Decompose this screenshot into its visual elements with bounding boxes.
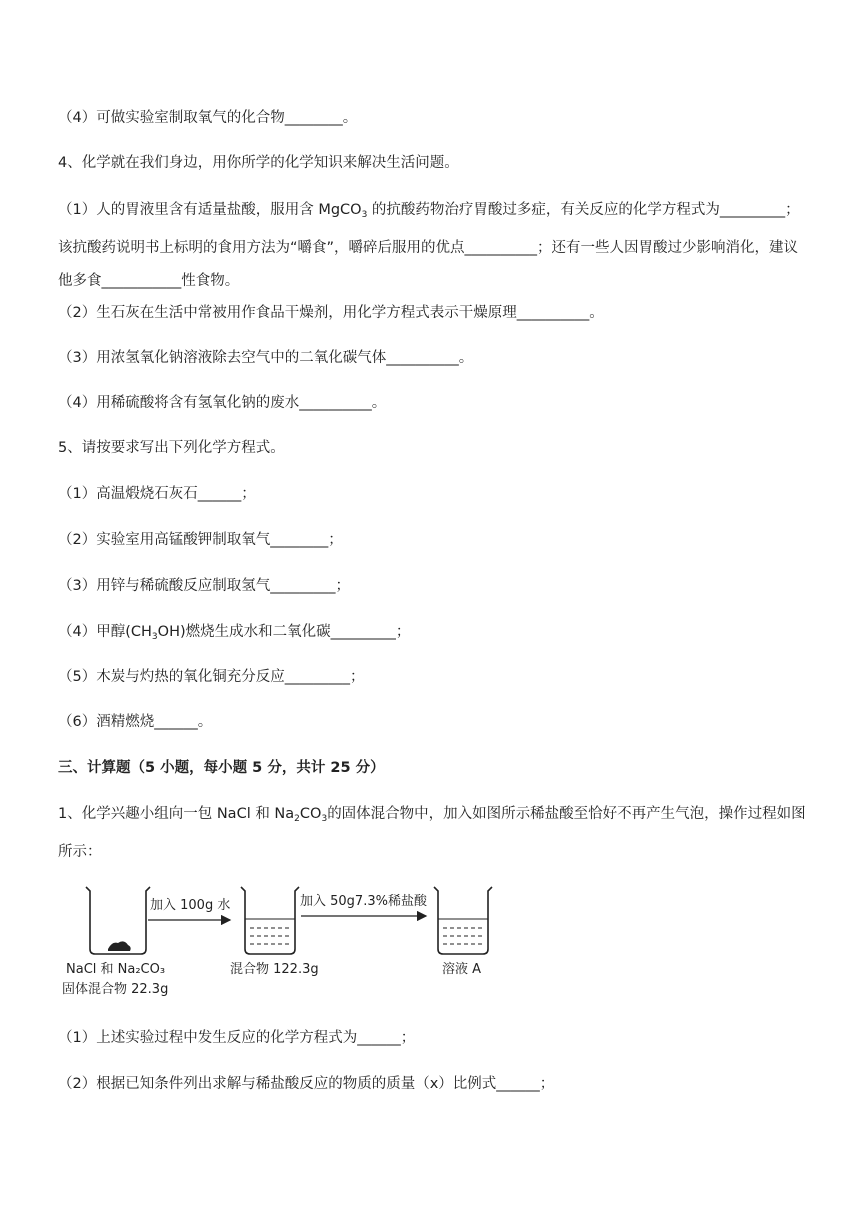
beaker-1-label-line1: NaCl 和 Na₂CO₃	[66, 962, 166, 977]
question-5-4-subscript: 3	[151, 632, 158, 642]
beaker-2	[241, 887, 299, 954]
calc-question-1-text-a: 1、化学兴趣小组向一包 NaCl 和 Na	[58, 806, 295, 822]
question-5-4-text-a: （4）甲醇(CH	[58, 624, 152, 640]
arrow-2-label: 加入 50g7.3%稀盐酸	[300, 894, 427, 909]
arrow-1-label: 加入 100g 水	[150, 898, 231, 913]
calc-question-1-text-c: 的固体混合物中，加入如图所示稀盐酸至恰好不再产生气泡，操作过程如图所示：	[58, 806, 806, 860]
beaker-1-label-line2: 固体混合物 22.3g	[62, 982, 169, 997]
question-4-4: （4）用稀硫酸将含有氢氧化钠的废水__________。	[58, 395, 387, 411]
beaker-3-label: 溶液 A	[442, 962, 482, 977]
experiment-diagram	[58, 875, 508, 1005]
beaker-3	[434, 887, 492, 954]
question-5-4-text-b: OH)燃烧生成水和二氧化碳_________；	[157, 624, 411, 640]
beaker-1	[86, 887, 150, 954]
calc-question-1-sub-2: 3	[321, 814, 328, 824]
question-3-4: （4）可做实验室制取氧气的化合物________。	[58, 110, 358, 126]
question-5-6: （6）酒精燃烧______。	[58, 714, 213, 730]
arrow-2	[300, 893, 428, 916]
question-4-1-text-b: 的抗酸药物治疗胃酸过多症，有关反应的化学方程式为_________；该抗酸药说明书上标明的食用方法为“嚼食”，嚼碎后服用的优点__________；还有一些人因胃酸过少影响消化，建议他多食___________性食物。	[58, 202, 800, 289]
arrow-1	[148, 897, 230, 920]
question-5-2: （2）实验室用高锰酸钾制取氧气________；	[58, 532, 343, 548]
calc-question-1-1: （1）上述实验过程中发生反应的化学方程式为______；	[58, 1030, 416, 1046]
question-5-4	[58, 622, 410, 647]
question-4-1	[58, 194, 806, 298]
question-5-3: （3）用锌与稀硫酸反应制取氢气_________；	[58, 578, 350, 594]
calc-question-1-sub-1: 2	[294, 814, 300, 824]
question-5-title: 5、请按要求写出下列化学方程式。	[58, 440, 285, 456]
question-5-5: （5）木炭与灼热的氧化铜充分反应_________；	[58, 669, 365, 685]
section-3-heading: 三、计算题（5 小题，每小题 5 分，共计 25 分）	[58, 760, 385, 776]
question-4-3: （3）用浓氢氧化钠溶液除去空气中的二氧化碳气体__________。	[58, 350, 474, 366]
question-4-1-text-a: （1）人的胃液里含有适量盐酸，服用含 MgCO	[58, 202, 362, 218]
question-5-1: （1）高温煅烧石灰石______；	[58, 486, 256, 502]
question-4-2: （2）生石灰在生活中常被用作食品干燥剂，用化学方程式表示干燥原理__________。	[58, 305, 604, 321]
question-4-1-subscript: 3	[361, 210, 368, 220]
question-4-title: 4、化学就在我们身边，用你所学的化学知识来解决生活问题。	[58, 155, 459, 171]
calc-question-1-2: （2）根据已知条件列出求解与稀盐酸反应的物质的质量（x）比例式______；	[58, 1076, 555, 1092]
calc-question-1	[58, 798, 806, 869]
solid-mixture-icon	[108, 941, 131, 951]
calc-question-1-text-b: CO	[299, 806, 322, 822]
beaker-2-label: 混合物 122.3g	[230, 962, 319, 977]
